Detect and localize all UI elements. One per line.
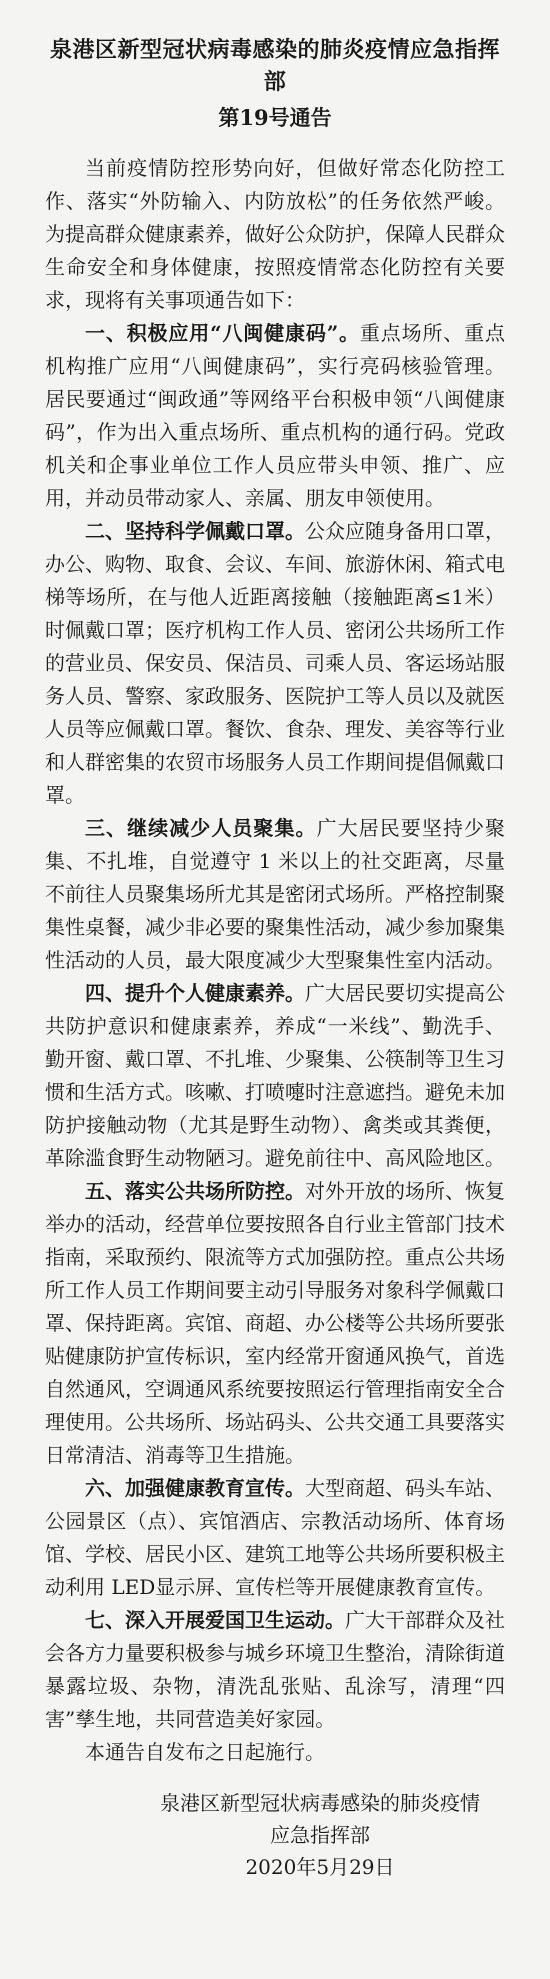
section-text: 广大居民要坚持少聚集、不扎堆，自觉遵守 1 米以上的社交距离，尽量不前往人员聚集场所尤其是密闭式场所。严格控制聚集性桌餐，减少非必要的聚集性活动，减少参加聚集性活动的人员，最大限度减少大型聚集性室内活动。 [45,816,506,972]
section-paragraph [45,977,505,1175]
section-paragraph [45,317,505,515]
signature-issuer-line1: 泉港区新型冠状病毒感染的肺炎疫情 [160,1791,480,1815]
notice-body [45,152,505,1769]
signature-issuer-line2: 应急指挥部 [270,1823,370,1847]
section-text: 大型商超、码头车站、公园景区（点）、宾馆酒店、宗教活动场所、体育场馆、学校、居民小区、建筑工地等公共场所要积极主动利用 LED显示屏、宣传栏等开展健康教育宣传。 [45,1476,505,1599]
section-paragraph [45,1175,505,1472]
section-heading: 五、落实公共场所防控。 [85,1179,305,1203]
section-text: 广大居民要切实提高公共防护意识和健康素养，养成“一米线”、勤洗手、勤开窗、戴口罩、不扎堆、少聚集、公筷制等卫生习惯和生活方式。咳嗽、打喷嚏时注意遮挡。避免未加防护接触动物（尤其是野生动物）、禽类或其粪便，革除滥食野生动物陋习。避免前往中、高风险地区。 [45,981,505,1170]
notice-subtitle: 第19号通告 [218,105,332,130]
section-heading: 一、积极应用“八闽健康码”。 [85,321,360,345]
section-heading: 七、深入开展爱国卫生运动。 [85,1608,345,1632]
notice-title: 泉港区新型冠状病毒感染的肺炎疫情应急指挥部 [49,37,500,95]
section-text: 重点场所、重点机构推广应用“八闽健康码”，实行亮码核验管理。居民要通过“闽政通”等网络平台积极申领“八闽健康码”，作为出入重点场所、重点机构的通行码。党政机关和企事业单位工作人员应带头申领、推广、应用，并动员带动家人、亲属、朋友申领使用。 [45,321,506,510]
section-paragraph [45,1604,505,1736]
intro-paragraph: 当前疫情防控形势向好，但做好常态化防控工作、落实“外防输入、内防放松”的任务依然严峻。为提高群众健康素养，做好公众防护，保障人民群众生命安全和身体健康，按照疫情常态化防控有关要求，现将有关事项通告如下： [45,156,505,312]
section-paragraph [45,812,505,977]
closing-paragraph: 本通告自发布之日起施行。 [85,1740,325,1764]
section-paragraph [45,1472,505,1604]
section-text: 广大干部群众及社会各方力量要积极参与城乡环境卫生整治，清除街道暴露垃圾、杂物，清洗乱张贴、乱涂写，清理“四害”孳生地，共同营造美好家园。 [45,1608,505,1731]
section-heading: 四、提升个人健康素养。 [85,981,305,1005]
section-heading: 二、坚持科学佩戴口罩。 [85,519,305,543]
section-heading: 三、继续减少人员聚集。 [85,816,317,840]
section-text: 对外开放的场所、恢复举办的活动，经营单位要按照各自行业主管部门技术指南，采取预约、限流等方式加强防控。重点公共场所工作人员工作期间要主动引导服务对象科学佩戴口罩、保持距离。宾馆、商超、办公楼等公共场所要张贴健康防护宣传标识，室内经常开窗通风换气，首选自然通风，空调通风系统要按照运行管理指南安全合理使用。公共场所、场站码头、公共交通工具要落实日常清洁、消毒等卫生措施。 [45,1179,505,1467]
section-heading: 六、加强健康教育宣传。 [85,1476,305,1500]
section-text: 公众应随身备用口罩，办公、购物、取食、会议、车间、旅游休闲、箱式电梯等场所，在与他人近距离接触（接触距离≤1米）时佩戴口罩；医疗机构工作人员、密闭公共场所工作的营业员、保安员、保洁员、司乘人员、客运场站服务人员、警察、家政服务、医院护工等人员以及就医人员等应佩戴口罩。餐饮、食杂、理发、美容等行业和人群密集的农贸市场服务人员工作期间提倡佩戴口罩。 [45,519,505,807]
signature-block [135,1787,505,1883]
section-paragraph [45,515,505,812]
signature-date: 2020年5月29日 [245,1855,395,1879]
